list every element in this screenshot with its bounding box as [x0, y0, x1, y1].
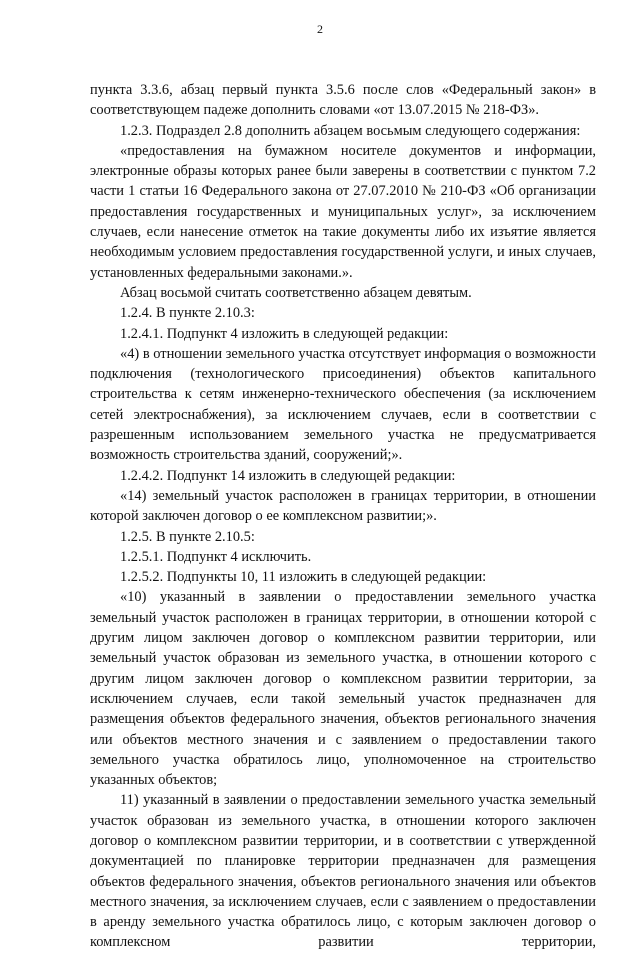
paragraph-subpoint-11: 11) указанный в заявлении о предоставлении земельного участка земельный участок образован из земельного участка, в отношении которого заключен договор о комплексном развитии территории, и в соответствии с утвержденной документацией по планировке территории предназначен для размещения объектов федерального значения, объектов регионального значения или объектов местного значения, за исключением случаев, если с заявлением о предоставлении в аренду земельного участка обратилось лицо, с которым заключен договор о комплексном развитии территории, — [90, 792, 596, 951]
paragraph-subpoint-14: «14) земельный участок расположен в границах территории, в отношении которой заключен договор о ее комплексном развитии;». — [90, 487, 596, 525]
paragraph-quoted-insert: «предоставления на бумажном носителе документов и информации, электронные образы которых ранее были заверены в соответствии с пунктом 7.2 части 1 статьи 16 Федерального закона от 27.07.2010 № 210-ФЗ «Об организации предоставления государственных и муниципальных услуг», за исключением случаев, если нанесение отметок на такие документы либо их изъятие является необходимым условием предоставления государственной услуги, и иных случаев, установленных федеральными законами.». — [90, 142, 596, 281]
paragraph-item-1-2-3: 1.2.3. Подраздел 2.8 дополнить абзацем восьмым следующего содержания: — [120, 122, 581, 139]
page-number: 2 — [317, 22, 323, 36]
paragraph-item-1-2-5-1: 1.2.5.1. Подпункт 4 исключить. — [120, 548, 312, 565]
paragraph-item-1-2-5-2: 1.2.5.2. Подпункты 10, 11 изложить в следующей редакции: — [120, 569, 487, 586]
paragraph-renumber-note: Абзац восьмой считать соответственно абзацем девятым. — [120, 284, 472, 301]
paragraph-subpoint-10: «10) указанный в заявлении о предоставлении земельного участка земельный участок расположен в границах территории, в отношении которой с другим лицом заключен договор о комплексном развитии территории, или земельный участок образован из земельного участка, в отношении которого с другим лицом заключен договор о комплексном развитии территории, за исключением случаев, если такой земельный участок предназначен для размещения объектов федерального значения, объектов регионального значения или объектов местного значения и с заявлением о предоставлении такого земельного участка обратилось лицо, уполномоченное на строительство указанных объектов; — [90, 589, 596, 789]
paragraph-item-1-2-4-1: 1.2.4.1. Подпункт 4 изложить в следующей редакции: — [120, 325, 449, 342]
document-body — [90, 80, 596, 953]
paragraph-continuation: пункта 3.3.6, абзац первый пункта 3.5.6 после слов «Федеральный закон» в соответствующем падеже дополнить словами «от 13.07.2015 № 218-ФЗ». — [90, 82, 596, 119]
paragraph-item-1-2-5: 1.2.5. В пункте 2.10.5: — [120, 528, 255, 545]
paragraph-subpoint-4: «4) в отношении земельного участка отсутствует информация о возможности подключения (технологического присоединения) объектов капитального строительства к сетям инженерно-технического обеспечения (за исключением сетей электроснабжения), за исключением случаев, если в соответствии с разрешенным использованием земельного участка не предусматривается возможность строительства зданий, сооружений;». — [90, 345, 596, 464]
paragraph-item-1-2-4: 1.2.4. В пункте 2.10.3: — [120, 305, 255, 322]
paragraph-item-1-2-4-2: 1.2.4.2. Подпункт 14 изложить в следующей редакции: — [120, 467, 456, 484]
